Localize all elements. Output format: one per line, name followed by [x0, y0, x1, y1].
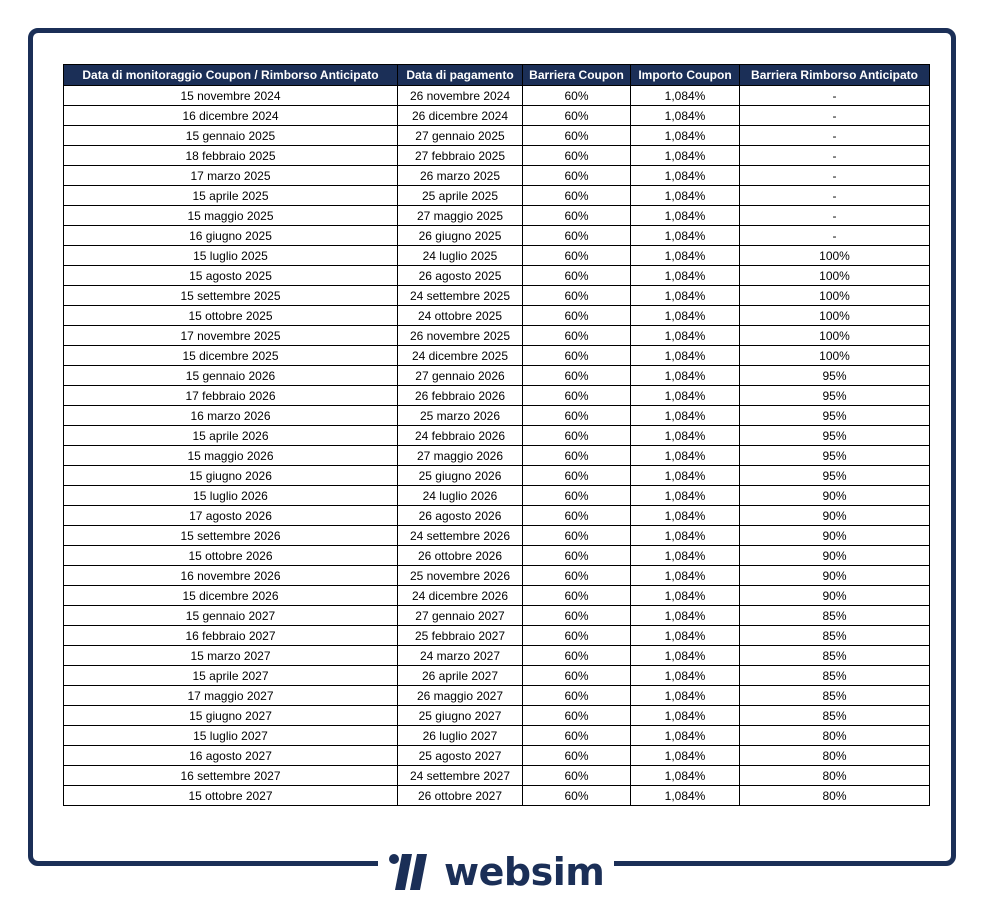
coupon-barrier-cell: 60%	[523, 746, 631, 766]
coupon-barrier-cell: 60%	[523, 386, 631, 406]
monitoring-date-cell: 15 dicembre 2025	[64, 346, 398, 366]
early-redemption-barrier-cell: 85%	[740, 686, 930, 706]
early-redemption-barrier-cell: 80%	[740, 766, 930, 786]
payment-date-cell: 26 dicembre 2024	[398, 106, 523, 126]
coupon-amount-cell: 1,084%	[631, 706, 740, 726]
coupon-barrier-cell: 60%	[523, 86, 631, 106]
monitoring-date-cell: 17 novembre 2025	[64, 326, 398, 346]
coupon-barrier-cell: 60%	[523, 166, 631, 186]
early-redemption-barrier-cell: 80%	[740, 726, 930, 746]
coupon-amount-cell: 1,084%	[631, 386, 740, 406]
monitoring-date-cell: 15 luglio 2026	[64, 486, 398, 506]
coupon-amount-cell: 1,084%	[631, 586, 740, 606]
payment-date-cell: 24 settembre 2025	[398, 286, 523, 306]
coupon-amount-cell: 1,084%	[631, 606, 740, 626]
early-redemption-barrier-cell: 90%	[740, 486, 930, 506]
coupon-barrier-cell: 60%	[523, 606, 631, 626]
table-row	[64, 106, 930, 126]
payment-date-cell: 24 marzo 2027	[398, 646, 523, 666]
coupon-barrier-cell: 60%	[523, 326, 631, 346]
table-row	[64, 266, 930, 286]
payment-date-cell: 25 giugno 2027	[398, 706, 523, 726]
early-redemption-barrier-cell: 90%	[740, 566, 930, 586]
monitoring-date-cell: 15 gennaio 2026	[64, 366, 398, 386]
monitoring-date-cell: 17 marzo 2025	[64, 166, 398, 186]
table-row	[64, 426, 930, 446]
early-redemption-barrier-cell: 95%	[740, 386, 930, 406]
payment-date-cell: 26 agosto 2026	[398, 506, 523, 526]
coupon-amount-cell: 1,084%	[631, 166, 740, 186]
monitoring-date-cell: 15 ottobre 2026	[64, 546, 398, 566]
early-redemption-barrier-cell: 90%	[740, 526, 930, 546]
payment-date-cell: 25 novembre 2026	[398, 566, 523, 586]
websim-logo-text: websim	[444, 850, 605, 894]
monitoring-date-cell: 17 febbraio 2026	[64, 386, 398, 406]
table-row	[64, 766, 930, 786]
coupon-amount-cell: 1,084%	[631, 466, 740, 486]
coupon-barrier-cell: 60%	[523, 366, 631, 386]
table-row	[64, 366, 930, 386]
payment-date-cell: 26 ottobre 2027	[398, 786, 523, 806]
early-redemption-barrier-cell: 80%	[740, 746, 930, 766]
payment-date-cell: 26 giugno 2025	[398, 226, 523, 246]
websim-logo	[388, 850, 604, 894]
coupon-amount-cell: 1,084%	[631, 406, 740, 426]
table-header-row	[64, 65, 930, 86]
coupon-amount-cell: 1,084%	[631, 126, 740, 146]
table-row	[64, 666, 930, 686]
early-redemption-barrier-cell: -	[740, 146, 930, 166]
early-redemption-barrier-cell: -	[740, 126, 930, 146]
coupon-amount-cell: 1,084%	[631, 766, 740, 786]
coupon-amount-cell: 1,084%	[631, 746, 740, 766]
monitoring-date-cell: 15 maggio 2025	[64, 206, 398, 226]
monitoring-date-cell: 15 dicembre 2026	[64, 586, 398, 606]
monitoring-date-cell: 16 dicembre 2024	[64, 106, 398, 126]
table-row	[64, 726, 930, 746]
coupon-amount-cell: 1,084%	[631, 146, 740, 166]
table-row	[64, 526, 930, 546]
table-row	[64, 226, 930, 246]
early-redemption-barrier-cell: 100%	[740, 306, 930, 326]
early-redemption-barrier-cell: -	[740, 186, 930, 206]
monitoring-date-cell: 15 marzo 2027	[64, 646, 398, 666]
table-row	[64, 586, 930, 606]
payment-date-cell: 24 dicembre 2025	[398, 346, 523, 366]
coupon-amount-cell: 1,084%	[631, 366, 740, 386]
coupon-barrier-cell: 60%	[523, 586, 631, 606]
monitoring-date-cell: 16 settembre 2027	[64, 766, 398, 786]
early-redemption-barrier-cell: 80%	[740, 786, 930, 806]
payment-date-cell: 24 luglio 2026	[398, 486, 523, 506]
coupon-barrier-cell: 60%	[523, 446, 631, 466]
table-row	[64, 186, 930, 206]
payment-date-cell: 27 maggio 2026	[398, 446, 523, 466]
early-redemption-barrier-cell: 100%	[740, 326, 930, 346]
early-redemption-barrier-cell: 85%	[740, 666, 930, 686]
table-row	[64, 346, 930, 366]
table-row	[64, 246, 930, 266]
table-row	[64, 606, 930, 626]
monitoring-date-cell: 15 luglio 2027	[64, 726, 398, 746]
payment-date-cell: 25 giugno 2026	[398, 466, 523, 486]
coupon-barrier-cell: 60%	[523, 506, 631, 526]
early-redemption-barrier-cell: 90%	[740, 586, 930, 606]
payment-date-cell: 27 gennaio 2026	[398, 366, 523, 386]
coupon-amount-cell: 1,084%	[631, 346, 740, 366]
coupon-amount-cell: 1,084%	[631, 206, 740, 226]
table-row	[64, 706, 930, 726]
payment-date-cell: 25 marzo 2026	[398, 406, 523, 426]
coupon-barrier-cell: 60%	[523, 486, 631, 506]
table-row	[64, 626, 930, 646]
coupon-amount-cell: 1,084%	[631, 566, 740, 586]
table-row	[64, 206, 930, 226]
table-row	[64, 126, 930, 146]
early-redemption-barrier-cell: 100%	[740, 246, 930, 266]
coupon-barrier-cell: 60%	[523, 566, 631, 586]
coupon-barrier-cell: 60%	[523, 786, 631, 806]
coupon-barrier-cell: 60%	[523, 146, 631, 166]
early-redemption-barrier-cell: 95%	[740, 406, 930, 426]
monitoring-date-cell: 15 settembre 2026	[64, 526, 398, 546]
coupon-barrier-cell: 60%	[523, 626, 631, 646]
table-row	[64, 506, 930, 526]
payment-date-cell: 24 luglio 2025	[398, 246, 523, 266]
payment-date-cell: 26 agosto 2025	[398, 266, 523, 286]
monitoring-date-cell: 17 agosto 2026	[64, 506, 398, 526]
coupon-barrier-cell: 60%	[523, 646, 631, 666]
coupon-barrier-cell: 60%	[523, 306, 631, 326]
monitoring-date-cell: 16 marzo 2026	[64, 406, 398, 426]
monitoring-date-cell: 16 febbraio 2027	[64, 626, 398, 646]
early-redemption-barrier-cell: -	[740, 86, 930, 106]
coupon-amount-cell: 1,084%	[631, 286, 740, 306]
payment-date-cell: 27 gennaio 2025	[398, 126, 523, 146]
early-redemption-barrier-cell: 85%	[740, 626, 930, 646]
table-row	[64, 166, 930, 186]
monitoring-date-cell: 17 maggio 2027	[64, 686, 398, 706]
coupon-barrier-cell: 60%	[523, 126, 631, 146]
coupon-amount-cell: 1,084%	[631, 266, 740, 286]
monitoring-date-cell: 16 agosto 2027	[64, 746, 398, 766]
schedule-table-container	[63, 64, 929, 806]
table-body	[64, 86, 930, 806]
table-row	[64, 146, 930, 166]
payment-date-cell: 26 maggio 2027	[398, 686, 523, 706]
monitoring-date-cell: 15 agosto 2025	[64, 266, 398, 286]
websim-logo-icon	[388, 852, 438, 892]
coupon-amount-cell: 1,084%	[631, 106, 740, 126]
header-monitoring-date: Data di monitoraggio Coupon / Rimborso Anticipato	[64, 65, 398, 86]
coupon-amount-cell: 1,084%	[631, 446, 740, 466]
coupon-amount-cell: 1,084%	[631, 686, 740, 706]
early-redemption-barrier-cell: 95%	[740, 466, 930, 486]
early-redemption-barrier-cell: 90%	[740, 546, 930, 566]
coupon-barrier-cell: 60%	[523, 666, 631, 686]
coupon-barrier-cell: 60%	[523, 726, 631, 746]
payment-date-cell: 24 settembre 2026	[398, 526, 523, 546]
table-row	[64, 466, 930, 486]
monitoring-date-cell: 15 ottobre 2027	[64, 786, 398, 806]
coupon-amount-cell: 1,084%	[631, 306, 740, 326]
monitoring-date-cell: 16 novembre 2026	[64, 566, 398, 586]
early-redemption-barrier-cell: 100%	[740, 266, 930, 286]
early-redemption-barrier-cell: 90%	[740, 506, 930, 526]
table-row	[64, 406, 930, 426]
coupon-amount-cell: 1,084%	[631, 326, 740, 346]
coupon-barrier-cell: 60%	[523, 106, 631, 126]
coupon-amount-cell: 1,084%	[631, 786, 740, 806]
monitoring-date-cell: 16 giugno 2025	[64, 226, 398, 246]
header-early-redemption-barrier: Barriera Rimborso Anticipato	[740, 65, 930, 86]
payment-date-cell: 24 settembre 2027	[398, 766, 523, 786]
coupon-amount-cell: 1,084%	[631, 486, 740, 506]
payment-date-cell: 27 gennaio 2027	[398, 606, 523, 626]
table-row	[64, 486, 930, 506]
table-row	[64, 86, 930, 106]
payment-date-cell: 24 dicembre 2026	[398, 586, 523, 606]
monitoring-date-cell: 15 novembre 2024	[64, 86, 398, 106]
table-row	[64, 786, 930, 806]
monitoring-date-cell: 15 maggio 2026	[64, 446, 398, 466]
coupon-barrier-cell: 60%	[523, 766, 631, 786]
payment-date-cell: 25 agosto 2027	[398, 746, 523, 766]
payment-date-cell: 25 febbraio 2027	[398, 626, 523, 646]
coupon-amount-cell: 1,084%	[631, 86, 740, 106]
payment-date-cell: 27 maggio 2025	[398, 206, 523, 226]
coupon-barrier-cell: 60%	[523, 266, 631, 286]
coupon-barrier-cell: 60%	[523, 706, 631, 726]
coupon-amount-cell: 1,084%	[631, 626, 740, 646]
coupon-amount-cell: 1,084%	[631, 526, 740, 546]
early-redemption-barrier-cell: 95%	[740, 366, 930, 386]
table-row	[64, 646, 930, 666]
coupon-barrier-cell: 60%	[523, 546, 631, 566]
early-redemption-barrier-cell: 85%	[740, 706, 930, 726]
monitoring-date-cell: 15 settembre 2025	[64, 286, 398, 306]
header-coupon-amount: Importo Coupon	[631, 65, 740, 86]
monitoring-date-cell: 15 gennaio 2027	[64, 606, 398, 626]
payment-date-cell: 24 febbraio 2026	[398, 426, 523, 446]
payment-date-cell: 26 novembre 2025	[398, 326, 523, 346]
payment-date-cell: 24 ottobre 2025	[398, 306, 523, 326]
table-row	[64, 686, 930, 706]
coupon-amount-cell: 1,084%	[631, 506, 740, 526]
payment-date-cell: 25 aprile 2025	[398, 186, 523, 206]
table-row	[64, 306, 930, 326]
table-row	[64, 286, 930, 306]
header-payment-date: Data di pagamento	[398, 65, 523, 86]
payment-date-cell: 26 novembre 2024	[398, 86, 523, 106]
coupon-barrier-cell: 60%	[523, 346, 631, 366]
coupon-amount-cell: 1,084%	[631, 646, 740, 666]
early-redemption-barrier-cell: -	[740, 226, 930, 246]
payment-date-cell: 26 marzo 2025	[398, 166, 523, 186]
table-row	[64, 746, 930, 766]
monitoring-date-cell: 15 giugno 2027	[64, 706, 398, 726]
early-redemption-barrier-cell: 95%	[740, 446, 930, 466]
table-row	[64, 326, 930, 346]
monitoring-date-cell: 15 luglio 2025	[64, 246, 398, 266]
coupon-amount-cell: 1,084%	[631, 726, 740, 746]
early-redemption-barrier-cell: 100%	[740, 346, 930, 366]
header-coupon-barrier: Barriera Coupon	[523, 65, 631, 86]
early-redemption-barrier-cell: 85%	[740, 646, 930, 666]
table-row	[64, 446, 930, 466]
coupon-amount-cell: 1,084%	[631, 246, 740, 266]
coupon-barrier-cell: 60%	[523, 286, 631, 306]
monitoring-date-cell: 15 aprile 2026	[64, 426, 398, 446]
schedule-table	[63, 64, 930, 806]
coupon-barrier-cell: 60%	[523, 246, 631, 266]
early-redemption-barrier-cell: 85%	[740, 606, 930, 626]
coupon-amount-cell: 1,084%	[631, 226, 740, 246]
payment-date-cell: 26 aprile 2027	[398, 666, 523, 686]
coupon-amount-cell: 1,084%	[631, 426, 740, 446]
coupon-amount-cell: 1,084%	[631, 546, 740, 566]
coupon-barrier-cell: 60%	[523, 186, 631, 206]
coupon-amount-cell: 1,084%	[631, 666, 740, 686]
coupon-amount-cell: 1,084%	[631, 186, 740, 206]
early-redemption-barrier-cell: -	[740, 206, 930, 226]
coupon-barrier-cell: 60%	[523, 406, 631, 426]
payment-date-cell: 27 febbraio 2025	[398, 146, 523, 166]
coupon-barrier-cell: 60%	[523, 466, 631, 486]
monitoring-date-cell: 18 febbraio 2025	[64, 146, 398, 166]
monitoring-date-cell: 15 aprile 2025	[64, 186, 398, 206]
coupon-barrier-cell: 60%	[523, 226, 631, 246]
coupon-barrier-cell: 60%	[523, 526, 631, 546]
monitoring-date-cell: 15 aprile 2027	[64, 666, 398, 686]
early-redemption-barrier-cell: 100%	[740, 286, 930, 306]
monitoring-date-cell: 15 gennaio 2025	[64, 126, 398, 146]
early-redemption-barrier-cell: 95%	[740, 426, 930, 446]
payment-date-cell: 26 febbraio 2026	[398, 386, 523, 406]
coupon-barrier-cell: 60%	[523, 686, 631, 706]
monitoring-date-cell: 15 ottobre 2025	[64, 306, 398, 326]
table-row	[64, 386, 930, 406]
payment-date-cell: 26 luglio 2027	[398, 726, 523, 746]
table-row	[64, 566, 930, 586]
table-row	[64, 546, 930, 566]
coupon-barrier-cell: 60%	[523, 426, 631, 446]
coupon-barrier-cell: 60%	[523, 206, 631, 226]
payment-date-cell: 26 ottobre 2026	[398, 546, 523, 566]
early-redemption-barrier-cell: -	[740, 166, 930, 186]
monitoring-date-cell: 15 giugno 2026	[64, 466, 398, 486]
early-redemption-barrier-cell: -	[740, 106, 930, 126]
